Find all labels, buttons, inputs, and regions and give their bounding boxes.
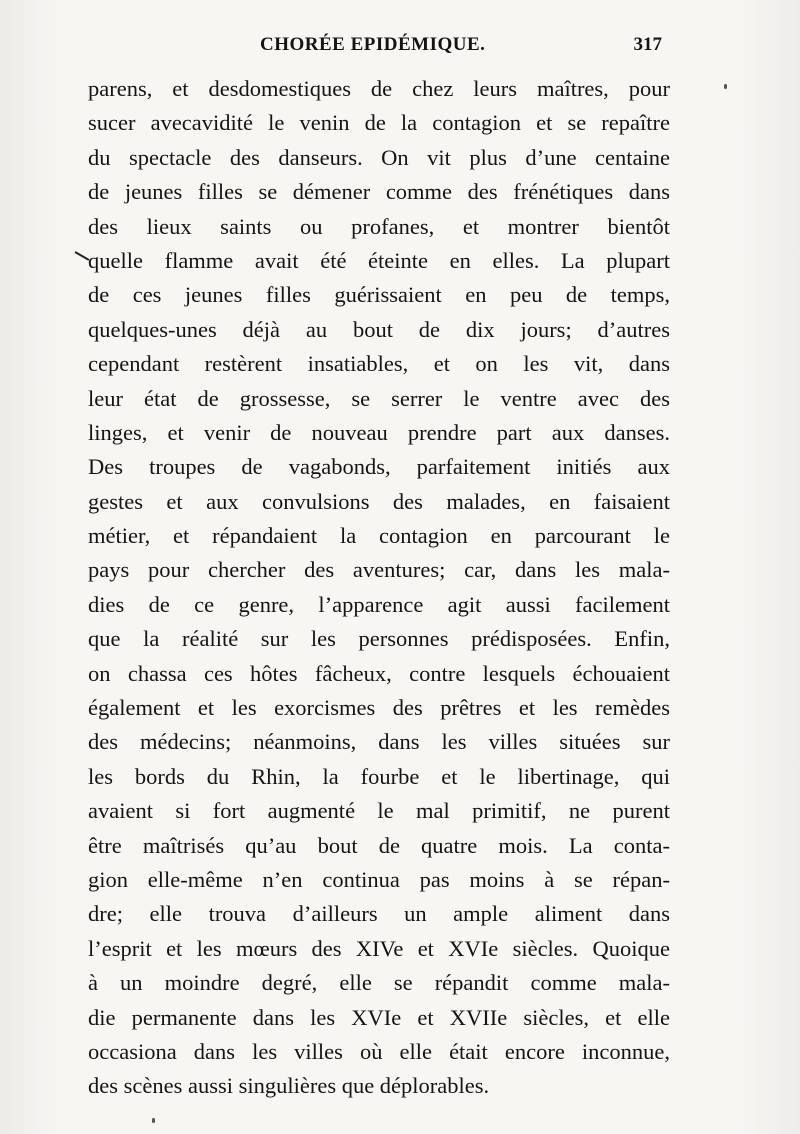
text-line: on chassa ces hôtes fâcheux, contre lesquels échouaient	[88, 660, 670, 686]
text-line: gion elle-même n’en continua pas moins à se répan-	[88, 866, 670, 892]
body-text	[88, 72, 670, 1104]
text-line: quelques-unes déjà au bout de dix jours; d’autres	[88, 316, 670, 342]
text-line: des lieux saints ou profanes, et montrer bientôt	[88, 213, 670, 239]
text-line: l’esprit et les mœurs des XIVe et XVIe siècles. Quoique	[88, 935, 670, 961]
text-line: cependant restèrent insatiables, et on les vit, dans	[88, 351, 670, 377]
text-line: avaient si fort augmenté le mal primitif, ne purent	[88, 798, 670, 824]
ink-speck	[724, 84, 727, 89]
text-line: die permanente dans les XVIe et XVIIe siècles, et elle	[88, 1004, 670, 1030]
text-line: Des troupes de vagabonds, parfaitement initiés aux	[88, 454, 670, 480]
text-line: pays pour chercher des aventures; car, dans les mala-	[88, 557, 670, 583]
text-line: à un moindre degré, elle se répandit comme mala-	[88, 970, 670, 996]
ink-speck	[152, 1118, 155, 1123]
text-line: dre; elle trouva d’ailleurs un ample aliment dans	[88, 901, 670, 927]
page-number: 317	[633, 34, 662, 55]
text-line: dies de ce genre, l’apparence agit aussi facilement	[88, 591, 670, 617]
text-line: sucer avecavidité le venin de la contagion et se repaître	[88, 110, 670, 136]
text-line: des médecins; néanmoins, dans les villes situées sur	[88, 729, 670, 755]
text-line: de ces jeunes filles guérissaient en peu de temps,	[88, 282, 670, 308]
text-line: également et les exorcismes des prêtres et les remèdes	[88, 695, 670, 721]
text-line: des scènes aussi singulières que déplorables.	[88, 1073, 490, 1099]
page-header	[88, 34, 670, 64]
text-line: parens, et desdomestiques de chez leurs maîtres, pour	[88, 76, 670, 101]
text-line: être maîtrisés qu’au bout de quatre mois. La conta-	[88, 832, 670, 858]
text-line: métier, et répandaient la contagion en parcourant le	[88, 523, 670, 549]
text-line: du spectacle des danseurs. On vit plus d’une centaine	[88, 144, 670, 170]
text-line: linges, et venir de nouveau prendre part aux danses.	[88, 419, 670, 445]
text-line: occasiona dans les villes où elle était encore inconnue,	[88, 1038, 670, 1064]
running-title: CHORÉE EPIDÉMIQUE.	[260, 34, 486, 55]
text-line: que la réalité sur les personnes prédisposées. Enfin,	[88, 626, 670, 652]
text-line: gestes et aux convulsions des malades, en faisaient	[88, 488, 670, 514]
text-line: quelle flamme avait été éteinte en elles. La plupart	[88, 247, 670, 273]
text-line: leur état de grossesse, se serrer le ventre avec des	[88, 385, 670, 411]
text-line: de jeunes filles se démener comme des frénétiques dans	[88, 179, 670, 205]
text-line: les bords du Rhin, la fourbe et le libertinage, qui	[88, 763, 670, 789]
